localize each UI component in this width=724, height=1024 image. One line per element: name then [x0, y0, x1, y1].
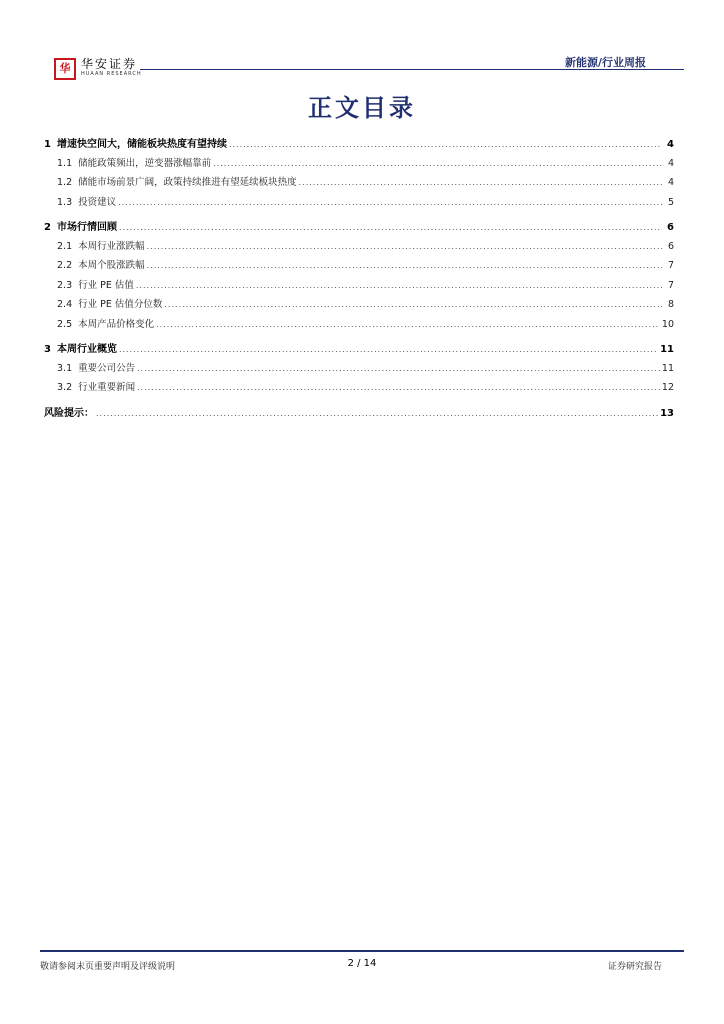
toc-entry[interactable] — [44, 277, 674, 297]
toc-entry[interactable] — [44, 360, 674, 380]
toc-entry-page: 7 — [667, 279, 674, 291]
toc-leader — [156, 319, 660, 330]
toc-entry-page: 11 — [660, 344, 674, 355]
toc-entry-page: 8 — [667, 299, 674, 310]
page-header — [40, 48, 684, 88]
toc-entry-page: 4 — [667, 177, 674, 188]
toc-entry[interactable] — [44, 257, 674, 277]
toc-entry-title: 重要公司公告 — [78, 362, 136, 374]
toc-entry-title: 储能市场前景广阔，政策持续推进有望延续板块热度 — [78, 177, 297, 188]
toc-entry-title: 行业 PE 估值 — [78, 279, 134, 291]
toc-entry[interactable] — [44, 238, 674, 258]
toc-entry[interactable] — [44, 155, 674, 175]
logo-name-en: HUAAN RESEARCH — [81, 71, 142, 77]
toc-leader — [119, 344, 658, 355]
toc-entry-number: 3.1 — [57, 362, 73, 374]
toc-leader — [118, 197, 662, 208]
toc-title: 正文目录 — [308, 93, 416, 122]
logo-name-cn: 华安证券 — [81, 57, 138, 71]
toc-entry-title: 投资建议 — [78, 196, 117, 208]
toc-entry-number: 2.1 — [57, 240, 73, 252]
toc-entry[interactable] — [44, 379, 674, 399]
toc-entry-page: 7 — [667, 260, 674, 271]
toc-entry[interactable] — [44, 404, 674, 424]
report-type: 新能源/行业周报 — [564, 56, 646, 69]
toc-entry-number: 1.3 — [57, 196, 73, 208]
toc-leader — [136, 280, 662, 291]
toc-entry-title: 行业 PE 估值分位数 — [78, 299, 163, 310]
toc-entry[interactable] — [44, 135, 674, 155]
page-footer — [40, 950, 684, 980]
toc-entry-number: 2.5 — [57, 318, 73, 330]
toc-entry-page: 6 — [667, 222, 674, 233]
toc-entry-title: 本周个股涨跌幅 — [78, 260, 145, 271]
logo-emblem-icon: 华 — [54, 58, 76, 80]
footer-doc-type: 证券研究报告 — [607, 962, 662, 972]
toc-entry-title: 本周行业涨跌幅 — [78, 240, 145, 252]
footer-divider — [40, 950, 684, 952]
toc-entry-number: 3 — [44, 344, 51, 355]
toc-entry-title: 市场行情回顾 — [56, 222, 117, 233]
toc-entry-page: 5 — [667, 196, 674, 208]
toc-entry[interactable] — [44, 194, 674, 214]
toc-entry-number: 3.2 — [57, 382, 73, 393]
toc-leader — [137, 363, 660, 374]
toc-entry-page: 4 — [667, 139, 674, 150]
toc-entry-number: 2.2 — [57, 260, 73, 271]
toc-leader — [213, 158, 662, 169]
toc-leader — [96, 408, 658, 419]
toc-leader — [147, 260, 662, 271]
header-divider — [140, 69, 684, 70]
toc-entry-page: 13 — [660, 407, 674, 419]
toc-leader — [119, 222, 662, 233]
toc-entry[interactable] — [44, 316, 674, 336]
toc-leader — [229, 139, 662, 150]
toc-entry-number: 1.2 — [57, 177, 73, 188]
toc-entry[interactable] — [44, 174, 674, 194]
page-number: 2 / 14 — [347, 958, 377, 969]
toc-entry[interactable] — [44, 296, 674, 316]
toc-entry-title: 本周产品价格变化 — [78, 318, 155, 330]
table-of-contents — [44, 135, 674, 423]
company-logo — [54, 58, 142, 80]
toc-leader — [299, 177, 662, 188]
toc-entry-number: 2 — [44, 222, 51, 233]
toc-entry-page: 10 — [661, 318, 674, 330]
toc-entry-title: 风险提示： — [44, 407, 94, 419]
toc-leader — [137, 382, 660, 393]
toc-entry-page: 6 — [667, 240, 674, 252]
toc-entry-title: 增速快空间大，储能板块热度有望持续 — [56, 139, 227, 150]
toc-entry-number: 1 — [44, 139, 51, 150]
toc-entry[interactable] — [44, 340, 674, 360]
toc-leader — [147, 241, 662, 252]
toc-entry[interactable] — [44, 218, 674, 238]
toc-entry-number: 1.1 — [57, 157, 73, 169]
toc-entry-title: 本周行业概览 — [56, 344, 117, 355]
toc-entry-page: 4 — [667, 157, 674, 169]
footer-disclaimer: 敬请参阅末页重要声明及评级说明 — [40, 962, 176, 972]
toc-entry-number: 2.3 — [57, 279, 73, 291]
toc-entry-number: 2.4 — [57, 299, 73, 310]
toc-leader — [164, 299, 662, 310]
toc-entry-page: 11 — [661, 362, 674, 374]
toc-entry-title: 储能政策频出，逆变器涨幅靠前 — [78, 157, 212, 169]
toc-entry-page: 12 — [661, 382, 674, 393]
toc-entry-title: 行业重要新闻 — [78, 382, 136, 393]
